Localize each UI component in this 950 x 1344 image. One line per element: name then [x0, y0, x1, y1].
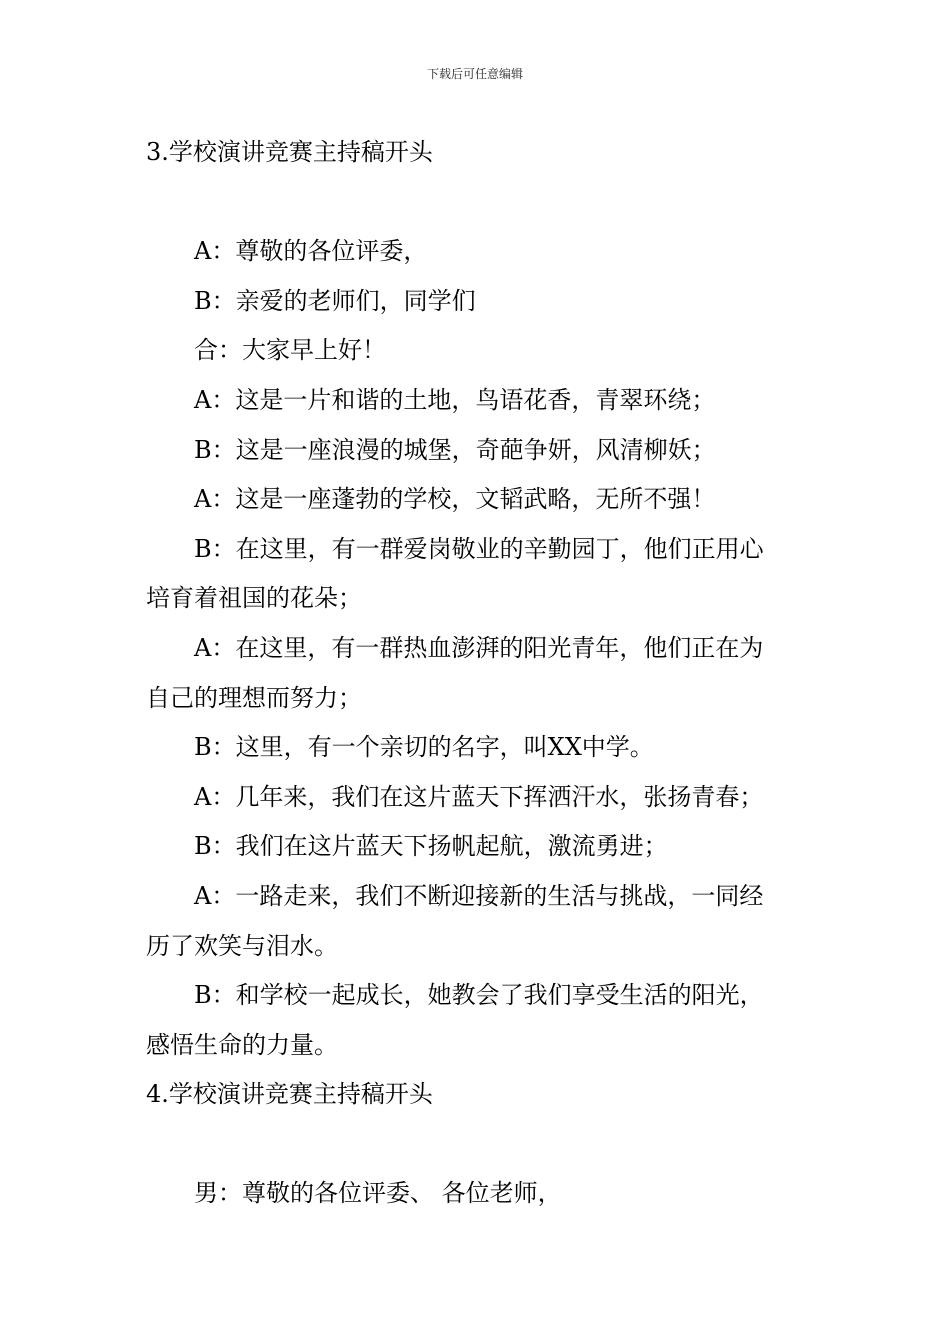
paragraph-line: 男：尊敬的各位评委、 各位老师， [194, 1179, 562, 1208]
paragraph-line: B：在这里，有一群爱岗敬业的辛勤园丁，他们正用心 [194, 534, 764, 563]
paragraph-line: A：一路走来，我们不断迎接新的生活与挑战，一同经 [194, 881, 764, 910]
paragraph-line: A：尊敬的各位评委， [194, 237, 428, 266]
paragraph-line: 合：大家早上好！ [194, 336, 386, 365]
paragraph-line: B：和学校一起成长，她教会了我们享受生活的阳光， [194, 981, 764, 1010]
section-3-title: 3.学校演讲竞赛主持稿开头 [146, 138, 433, 166]
header-note: 下载后可任意编辑 [426, 67, 523, 81]
paragraph-line-continued: 培育着祖国的花朵； [146, 584, 362, 613]
paragraph-line: A：在这里，有一群热血澎湃的阳光青年，他们正在为 [194, 633, 764, 662]
paragraph-line: A：这是一片和谐的土地，鸟语花香，青翠环绕； [194, 385, 716, 414]
paragraph-line: B：我们在这片蓝天下扬帆起航，激流勇进； [194, 832, 668, 861]
document-body [146, 128, 810, 1219]
paragraph-line-continued: 历了欢笑与泪水。 [146, 931, 338, 960]
blank-line [146, 1120, 810, 1170]
paragraph-line: B：亲爱的老师们，同学们 [194, 286, 476, 315]
blank-line [146, 178, 810, 228]
paragraph-line: A：这是一座蓬勃的学校，文韬武略，无所不强！ [194, 485, 716, 514]
section-4-title: 4.学校演讲竞赛主持稿开头 [146, 1080, 433, 1109]
paragraph-line-continued: 自己的理想而努力； [146, 683, 362, 712]
paragraph-line-continued: 感悟生命的力量。 [146, 1030, 338, 1059]
paragraph-line: B：这里，有一个亲切的名字，叫XX中学。 [194, 733, 654, 762]
paragraph-line: A：几年来，我们在这片蓝天下挥洒汗水，张扬青春； [194, 782, 764, 811]
paragraph-line: B：这是一座浪漫的城堡，奇葩争妍，风清柳妖； [194, 435, 716, 464]
